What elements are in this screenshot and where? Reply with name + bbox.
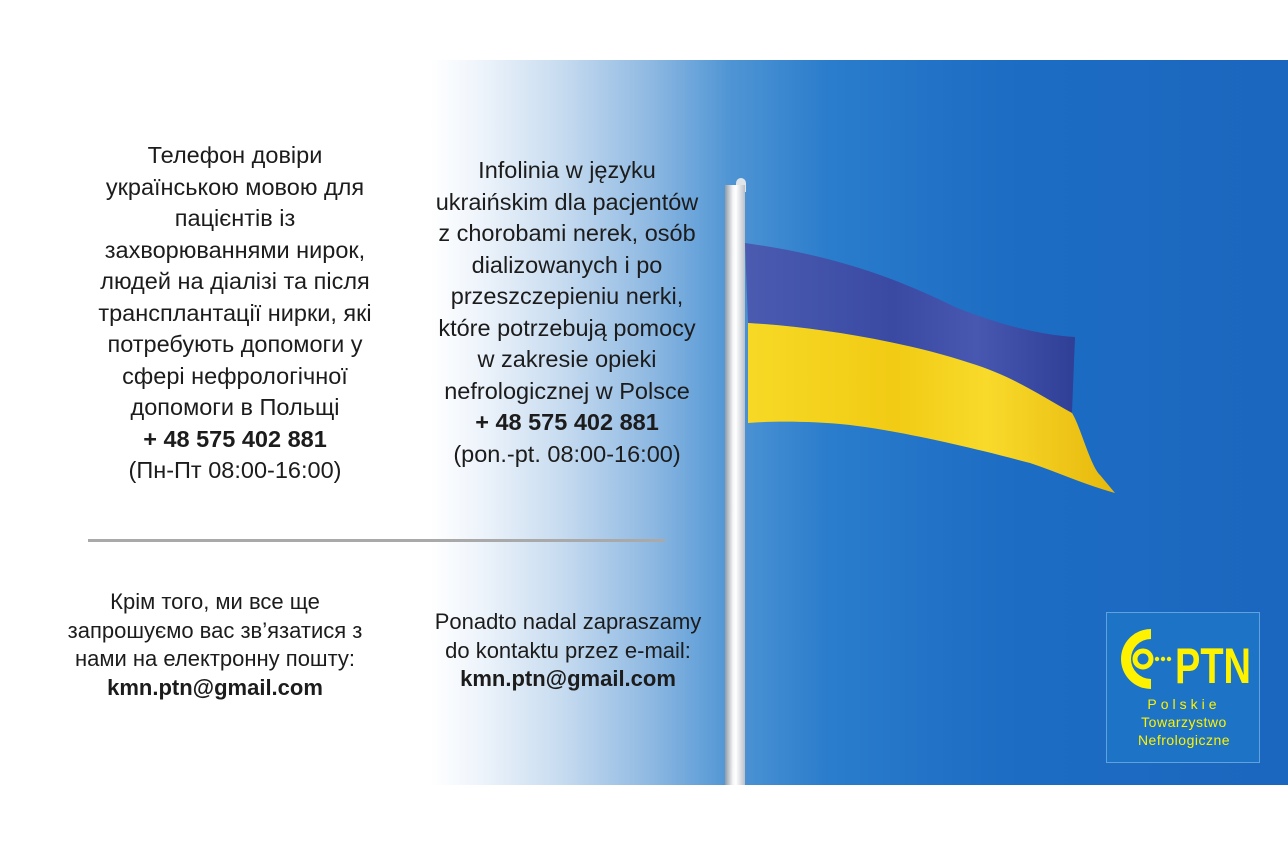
pl-line: ukraińskim dla pacjentów <box>435 188 699 215</box>
pl-hours: (pon.-pt. 08:00-16:00) <box>453 440 681 467</box>
ua-line: сфері нефрологічної <box>122 362 348 389</box>
ua-phone-number[interactable]: + 48 575 402 881 <box>143 425 327 452</box>
ua-line: пацієнтів із <box>174 205 296 231</box>
ukrainian-flag-image <box>740 235 1130 505</box>
pl-email-line: Ponadto nadal zapraszamy <box>434 609 702 634</box>
ua-line: Телефон довіри <box>147 142 323 168</box>
ptn-logo <box>1106 612 1260 763</box>
ua-email-line: нами на електронну пошту: <box>74 646 356 671</box>
pl-line: w zakresie opieki <box>477 346 657 372</box>
pl-line: Infolinia w języku <box>478 157 656 183</box>
pl-email-address[interactable]: kmn.ptn@gmail.com <box>460 666 676 691</box>
ptn-abbreviation: PTN <box>1175 638 1251 694</box>
pl-line: z chorobami nerek, osób <box>438 220 696 246</box>
ua-email-line: Крім того, ми все ще <box>110 589 320 614</box>
ua-line: допомоги в Польщі <box>130 394 340 420</box>
pl-email-line: do kontaktu przez e-mail: <box>445 637 691 663</box>
logo-name-line: Polskie <box>1147 696 1221 712</box>
ukrainian-hotline-info <box>30 140 440 487</box>
ua-email-line: запрошуємо вас зв’язатися з <box>67 617 363 643</box>
ua-line: українською мовою для <box>105 173 365 200</box>
ua-line: людей на діалізі та після <box>100 268 370 294</box>
pl-line: nefrologicznej w Polsce <box>444 377 690 404</box>
polish-email-info <box>400 608 736 694</box>
pl-line: które potrzebują pomocy <box>438 314 696 341</box>
ukrainian-email-info <box>20 588 410 702</box>
polish-hotline-info <box>400 155 734 470</box>
ua-line: трансплантації нирки, які <box>98 299 372 326</box>
logo-name-line: Towarzystwo <box>1141 714 1227 730</box>
ua-hours: (Пн-Пт 08:00-16:00) <box>128 457 342 483</box>
ua-line: захворюваннями нирок, <box>104 236 366 263</box>
logo-name-line: Nefrologiczne <box>1137 732 1231 748</box>
divider-line <box>88 539 665 542</box>
pl-line: dializowanych i po <box>471 251 663 278</box>
ua-email-address[interactable]: kmn.ptn@gmail.com <box>107 674 323 700</box>
ua-line: потребують допомоги у <box>107 331 363 357</box>
ptn-logo-mark <box>1117 623 1251 695</box>
pl-phone-number[interactable]: + 48 575 402 881 <box>475 409 659 435</box>
pl-line: przeszczepieniu nerki, <box>450 283 684 309</box>
ptn-full-name <box>1113 695 1255 749</box>
